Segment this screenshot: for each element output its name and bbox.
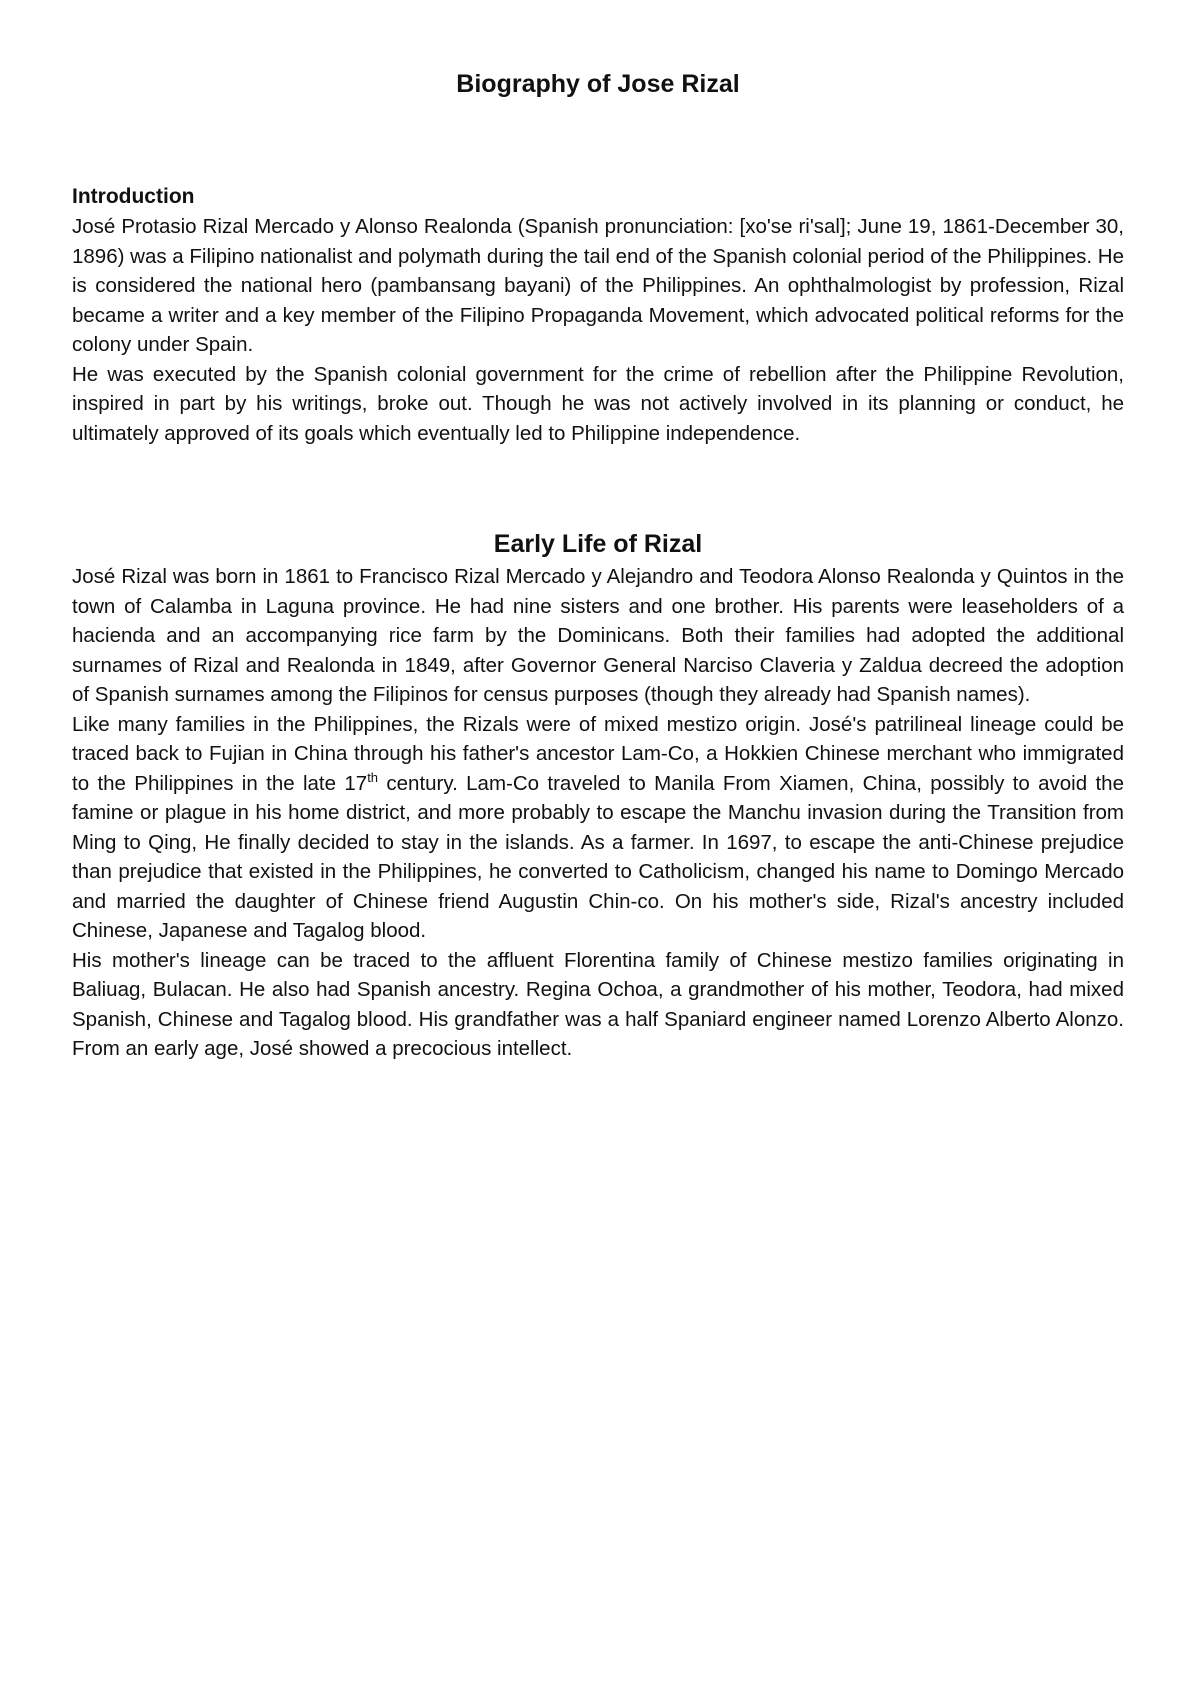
early-life-heading: Early Life of Rizal (493, 530, 703, 558)
document-body (72, 66, 1124, 1064)
early-life-paragraph-1: José Rizal was born in 1861 to Francisco Rizal Mercado y Alejandro and Teodora Alonso Realonda y Quintos in the town of Calamba in Laguna province. He had nine sisters and one brother. His parents were leaseholders of a hacienda and an accompanying rice farm by the Dominicans. Both their families had adopted the additional surnames of Rizal and Realonda in 1849, after Governor General Narciso Claveria y Zaldua decreed the adoption of Spanish surnames among the Filipinos for census purposes (though they already had Spanish names). (72, 565, 1124, 706)
page-title: Biography of Jose Rizal (456, 70, 740, 98)
intro-paragraph-2: He was executed by the Spanish colonial government for the crime of rebellion after the Philippine Revolution, inspired in part by his writings, broke out. Though he was not actively involved in its planning or conduct, he ultimately approved of its goals which eventually led to Philippine independence. (72, 362, 1124, 445)
early-life-paragraph-2 (72, 710, 1124, 946)
introduction-heading: Introduction (72, 185, 195, 208)
intro-paragraph-1: José Protasio Rizal Mercado y Alonso Realonda (Spanish pronunciation: [xo'se ri'sal]; June 19, 1861-December 30, 1896) was a Filipino nationalist and polymath during the tail end of the Spanish colonial period of the Philippines. He is considered the national hero (pambansang bayani) of the Philippines. An ophthalmologist by profession, Rizal became a writer and a key member of the Filipino Propaganda Movement, which advocated political reforms for the colony under Spain. (72, 215, 1124, 356)
early-life-paragraph-3: His mother's lineage can be traced to the affluent Florentina family of Chinese mestizo families originating in Baliuag, Bulacan. He also had Spanish ancestry. Regina Ochoa, a grandmother of his mother, Teodora, had mixed Spanish, Chinese and Tagalog blood. His grandfather was a half Spaniard engineer named Lorenzo Alberto Alonzo. From an early age, José showed a precocious intellect. (72, 948, 1124, 1060)
early-life-paragraph-2-text-a: Like many families in the Philippines, the Rizals were of mixed mestizo origin. José's patrilineal lineage could be traced back to Fujian in China through his father's ancestor Lam-Co, a Hokkien Chinese merchant who immigrated to the Philippines in the late 17 (72, 712, 1124, 795)
ordinal-superscript: th (367, 769, 379, 785)
early-life-paragraph-2-text-b: century. Lam-Co traveled to Manila From Xiamen, China, possibly to avoid the famine or plague in his home district, and more probably to escape the Manchu invasion during the Transition from Ming to Qing, He finally decided to stay in the islands. As a farmer. In 1697, to escape the anti-Chinese prejudice than prejudice that existed in the Philippines, he converted to Catholicism, changed his name to Domingo Mercado and married the daughter of Chinese friend Augustin Chin-co. On his mother's side, Rizal's ancestry included Chinese, Japanese and Tagalog blood. (72, 771, 1124, 942)
